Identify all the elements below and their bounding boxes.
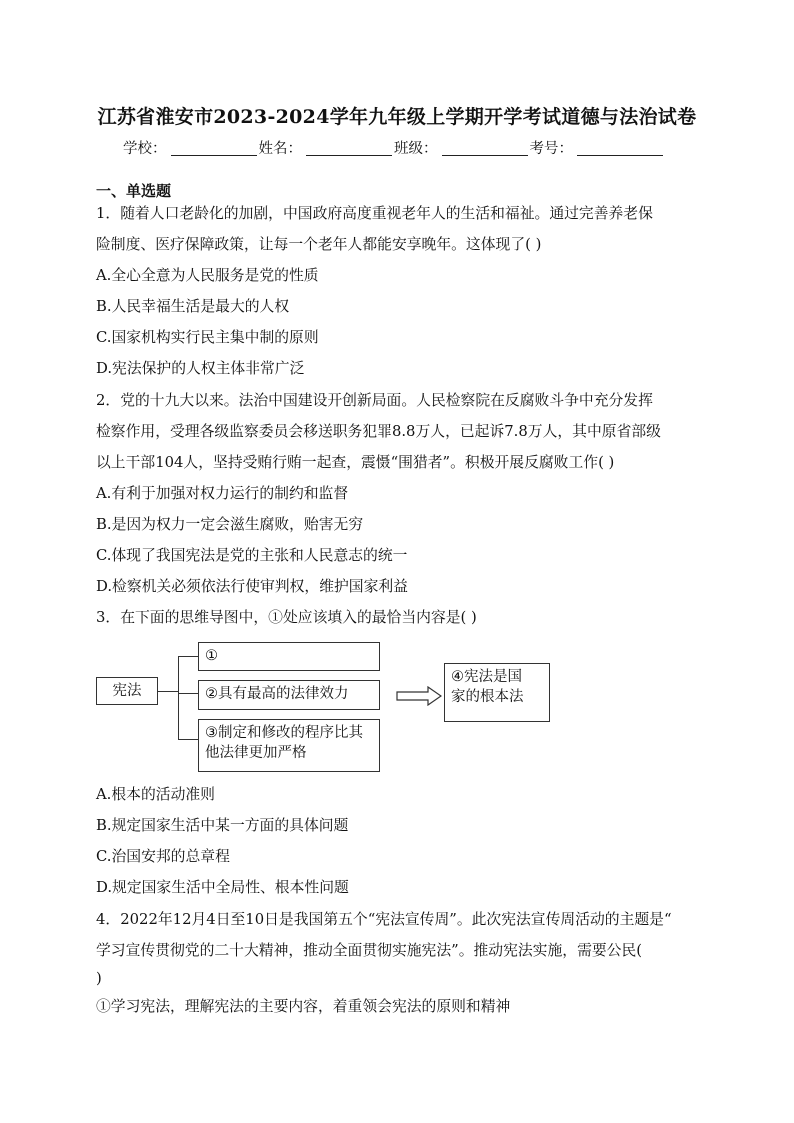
q1-option-d[interactable]: D.宪法保护的人权主体非常广泛 (96, 360, 305, 377)
q1-option-b[interactable]: B.人民幸福生活是最大的人权 (96, 298, 290, 315)
mindmap-result-line-1: ④宪法是国 (451, 669, 522, 685)
name-label: 姓名： (258, 141, 302, 157)
q4-statement-1: ①学习宪法，理解宪法的主要内容，着重领会宪法的原则和精神 (96, 998, 511, 1015)
q3-option-d[interactable]: D.规定国家生活中全局性、根本性问题 (96, 879, 349, 896)
mindmap-connector (178, 693, 198, 694)
mindmap-branch-3-line-1: ③制定和修改的程序比其 (205, 725, 363, 741)
q2-option-b[interactable]: B.是因为权力一定会滋生腐败，贻害无穷 (96, 516, 364, 533)
school-blank[interactable] (171, 141, 257, 156)
q2-stem-line-1: 2．党的十九大以来。法治中国建设开创新局面。人民检察院在反腐败斗争中充分发挥 (96, 392, 653, 409)
mindmap-result-box (444, 663, 550, 722)
q4-stem-line-2: 学习宣传贯彻党的二十大精神，推动全面贯彻实施宪法”。推动宪法实施，需要公民( (96, 942, 643, 959)
exam-number-blank[interactable] (577, 141, 663, 156)
q1-stem-line-2: 险制度、医疗保障政策，让每一个老年人都能安享晚年。这体现了( ) (96, 236, 542, 253)
mindmap-root-box: 宪法 (96, 677, 158, 705)
mindmap-connector (178, 656, 198, 657)
exam-title: 江苏省淮安市2023-2024学年九年级上学期开学考试道德与法治试卷 (97, 106, 697, 128)
q3-stem-line-1: 3．在下面的思维导图中，①处应该填入的最恰当内容是( ) (96, 609, 477, 626)
class-label: 班级： (394, 141, 438, 157)
name-blank[interactable] (306, 141, 392, 156)
q2-stem-line-2: 检察作用，受理各级监察委员会移送职务犯罪8.8万人，已起诉7.8万人，其中原省部级 (96, 423, 661, 440)
mindmap-connector (178, 739, 198, 740)
q2-option-c[interactable]: C.体现了我国宪法是党的主张和人民意志的统一 (96, 547, 408, 564)
mindmap-connector (158, 691, 178, 692)
mindmap-branch-2-box: ②具有最高的法律效力 (198, 680, 380, 710)
q3-option-c[interactable]: C.治国安邦的总章程 (96, 848, 230, 865)
q4-stem-line-1: 4．2022年12月4日至10日是我国第五个“宪法宣传周”。此次宪法宣传周活动的主题是“ (96, 911, 672, 928)
arrow-right-icon (396, 686, 442, 706)
q4-stem-line-3: ) (96, 970, 102, 987)
school-label: 学校： (123, 141, 167, 157)
mindmap-branch-3-box (198, 719, 380, 772)
class-blank[interactable] (442, 141, 528, 156)
q3-option-b[interactable]: B.规定国家生活中某一方面的具体问题 (96, 817, 349, 834)
section-title: 一、单选题 (96, 182, 172, 200)
student-info-row (123, 137, 683, 158)
mindmap-branch-1-box: ① (198, 642, 380, 671)
mindmap-spine (178, 656, 179, 739)
q2-option-a[interactable]: A.有利于加强对权力运行的制约和监督 (96, 485, 349, 502)
mindmap-branch-3-line-2: 他法律更加严格 (205, 745, 307, 761)
q2-stem-line-3: 以上干部104人，坚持受贿行贿一起查，震慑“围猎者”。积极开展反腐败工作( ) (96, 454, 615, 471)
exam-number-label: 考号： (529, 141, 573, 157)
mindmap-result-line-2: 家的根本法 (451, 689, 524, 705)
q1-stem-line-1: 1．随着人口老龄化的加剧，中国政府高度重视老年人的生活和福祉。通过完善养老保 (96, 205, 653, 222)
q1-option-a[interactable]: A.全心全意为人民服务是党的性质 (96, 267, 319, 284)
q3-option-a[interactable]: A.根本的活动准则 (96, 786, 215, 803)
mind-map-diagram (96, 640, 596, 775)
q1-option-c[interactable]: C.国家机构实行民主集中制的原则 (96, 329, 319, 346)
q2-option-d[interactable]: D.检察机关必须依法行使审判权，维护国家利益 (96, 578, 408, 595)
